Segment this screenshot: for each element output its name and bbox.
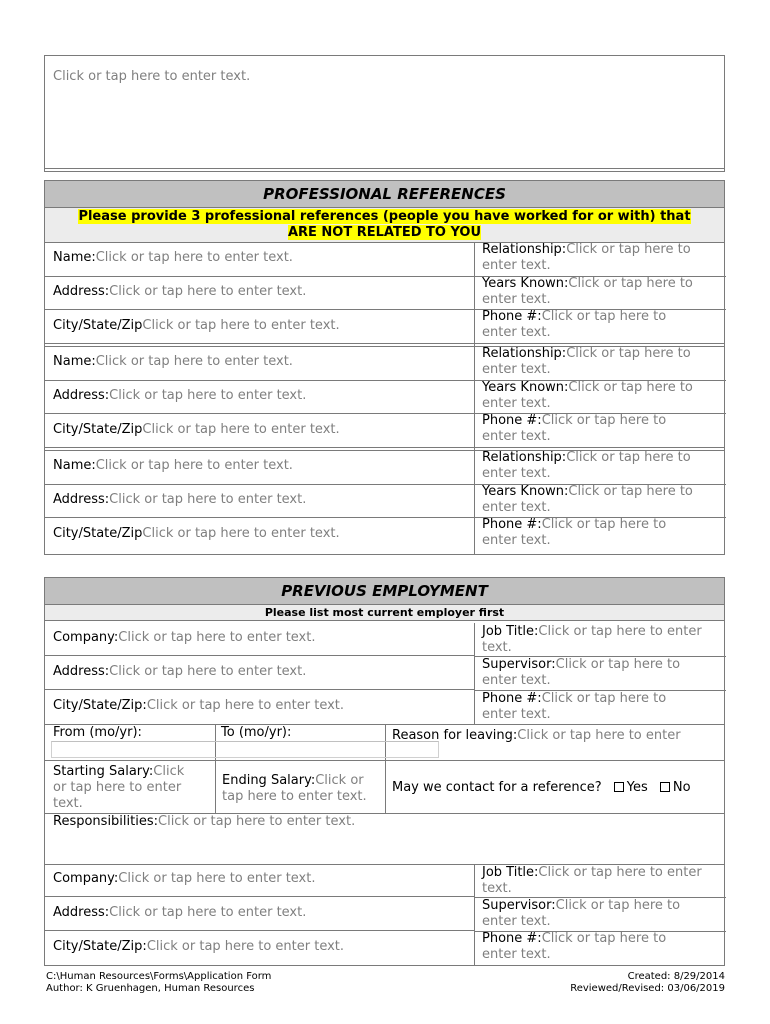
reference-left [45, 243, 475, 347]
reference-phone-field[interactable]: Phone #:Click or tap here to enter text. [482, 517, 667, 548]
divider [215, 761, 216, 813]
divider [45, 276, 474, 277]
reference-relationship-field[interactable]: Relationship:Click or tap here to enter text. [482, 242, 691, 273]
reference-left [45, 347, 475, 451]
reference-relationship-field[interactable]: Relationship:Click or tap here to enter text. [482, 450, 691, 481]
created-date: Created: 8/29/2014 [627, 971, 725, 982]
divider [45, 896, 474, 897]
reference-city-field[interactable]: City/State/ZipClick or tap here to enter text. [53, 526, 340, 541]
yes-label: Yes [626, 780, 648, 795]
divider [45, 343, 724, 344]
ending-salary-field[interactable]: Ending Salary:Click or tap here to enter text. [222, 773, 367, 804]
starting-salary-field[interactable]: Starting Salary:Click or tap here to enter text. [53, 764, 185, 811]
divider [385, 761, 386, 813]
employer-left [45, 623, 475, 725]
file-path: C:\Human Resources\Forms\Application Form [46, 971, 272, 982]
city-row[interactable]: City/State/Zip:Click or tap here to enter text. [53, 939, 345, 954]
section-title: PREVIOUS EMPLOYMENT [45, 578, 724, 605]
reference-name-field[interactable]: Name:Click or tap here to enter text. [53, 458, 293, 473]
reference-block [45, 243, 724, 347]
reference-name-field[interactable]: Name:Click or tap here to enter text. [53, 250, 293, 265]
references-instruction [45, 208, 724, 243]
reference-years-field[interactable]: Years Known:Click or tap here to enter text. [482, 276, 693, 307]
supervisor-field[interactable]: Supervisor:Click or tap here to enter text. [482, 898, 681, 929]
reference-right [482, 243, 722, 347]
additional-info-placeholder[interactable]: Click or tap here to enter text. [53, 69, 251, 84]
divider [45, 689, 474, 690]
reference-address-field[interactable]: Address:Click or tap here to enter text. [53, 388, 307, 403]
divider [44, 168, 725, 169]
address-row[interactable]: Address:Click or tap here to enter text. [53, 664, 307, 679]
responsibilities-row[interactable] [45, 813, 724, 861]
employer-block-1 [45, 623, 724, 727]
supervisor-field[interactable]: Supervisor:Click or tap here to enter text. [482, 657, 681, 688]
reference-phone-field[interactable]: Phone #:Click or tap here to enter text. [482, 309, 667, 340]
reference-left [45, 451, 475, 555]
address-row[interactable]: Address:Click or tap here to enter text. [53, 905, 307, 920]
employer-phone-field[interactable]: Phone #:Click or tap here to enter text. [482, 691, 667, 722]
job-title-field[interactable]: Job Title:Click or tap here to enter text. [482, 865, 702, 896]
responsibilities-field[interactable]: Responsibilities:Click or tap here to enter text. [53, 814, 356, 829]
professional-references-section [44, 180, 725, 555]
divider [45, 930, 474, 931]
author: Author: K Gruenhagen, Human Resources [46, 983, 255, 994]
contact-question: May we contact for a reference? Yes No [392, 780, 691, 795]
employment-instruction: Please list most current employer first [45, 605, 724, 621]
revised-date: Reviewed/Revised: 03/06/2019 [570, 983, 725, 994]
previous-employment-section [44, 577, 725, 966]
city-row[interactable]: City/State/Zip:Click or tap here to enter text. [53, 698, 345, 713]
reference-block [45, 451, 724, 555]
references-list [45, 243, 724, 555]
divider [45, 517, 474, 518]
reference-city-field[interactable]: City/State/ZipClick or tap here to enter text. [53, 422, 340, 437]
to-label: To (mo/yr): [221, 725, 292, 740]
divider [45, 484, 474, 485]
divider [45, 309, 474, 310]
footer-right [570, 971, 725, 995]
employer-left [45, 865, 475, 966]
reason-field[interactable]: Reason for leaving:Click or tap here to enter [392, 728, 681, 743]
reference-address-field[interactable]: Address:Click or tap here to enter text. [53, 284, 307, 299]
reference-relationship-field[interactable]: Relationship:Click or tap here to enter text. [482, 346, 691, 377]
salary-row [45, 760, 724, 813]
from-label: From (mo/yr): [53, 725, 142, 740]
employer-right [482, 623, 722, 727]
reference-name-field[interactable]: Name:Click or tap here to enter text. [53, 354, 293, 369]
company-row[interactable]: Company:Click or tap here to enter text. [53, 871, 316, 886]
divider [45, 447, 724, 448]
reference-address-field[interactable]: Address:Click or tap here to enter text. [53, 492, 307, 507]
additional-info-box[interactable] [44, 55, 725, 172]
reference-block [45, 347, 724, 451]
reference-right [482, 451, 722, 555]
employer-phone-field[interactable]: Phone #:Click or tap here to enter text. [482, 931, 667, 962]
footer-left [46, 971, 271, 995]
reference-city-field[interactable]: City/State/ZipClick or tap here to enter text. [53, 318, 340, 333]
section-title: PROFESSIONAL REFERENCES [45, 181, 724, 208]
dates-input[interactable] [51, 741, 439, 758]
yes-checkbox[interactable] [614, 782, 624, 792]
company-row[interactable]: Company:Click or tap here to enter text. [53, 630, 316, 645]
no-checkbox[interactable] [660, 782, 670, 792]
instruction-line-1: Please provide 3 professional references (people you have worked for or with) that [78, 209, 691, 224]
no-label: No [672, 780, 691, 795]
reference-years-field[interactable]: Years Known:Click or tap here to enter text. [482, 484, 693, 515]
job-title-field[interactable]: Job Title:Click or tap here to enter text. [482, 624, 702, 655]
reference-years-field[interactable]: Years Known:Click or tap here to enter text. [482, 380, 693, 411]
employer-block-2 [45, 864, 724, 966]
divider [45, 380, 474, 381]
divider [45, 655, 474, 656]
divider [45, 413, 474, 414]
reference-right [482, 347, 722, 451]
reference-phone-field[interactable]: Phone #:Click or tap here to enter text. [482, 413, 667, 444]
employer-right [482, 865, 722, 969]
dates-row [45, 724, 724, 760]
instruction-line-2: ARE NOT RELATED TO YOU [287, 225, 482, 240]
